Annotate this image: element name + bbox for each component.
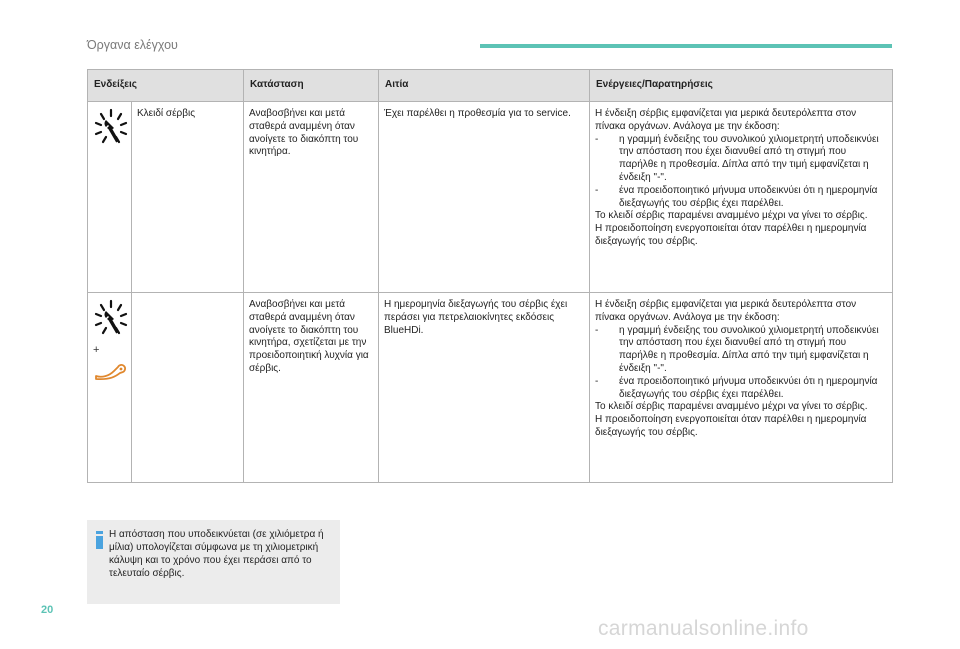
table-header-row: [88, 70, 893, 102]
cause-text: Έχει παρέλθει η προθεσμία για το service.: [379, 102, 590, 293]
cause-text: Η ημερομηνία διεξαγωγής του σέρβις έχει περάσει για πετρελαιοκίνητες εκδόσεις BlueHDi.: [379, 293, 590, 483]
info-note: [87, 520, 340, 604]
actions-outro: Η προειδοποίηση ενεργοποιείται όταν παρέλθει η ημερομηνία διεξαγωγής του σέρβις.: [595, 223, 867, 247]
service-wrench-icon: [93, 108, 129, 148]
actions-cell: [590, 102, 893, 293]
indicator-label: [132, 293, 244, 483]
indicator-label: Κλειδί σέρβις: [132, 102, 244, 293]
info-note-text: Η απόσταση που υποδεικνύεται (σε χιλιόμετρα ή μίλια) υπολογίζεται σύμφωνα με τη χιλιομετρική κάλυψη και το χρόνο που έχει περάσει από το τελευταίο σέρβις.: [109, 529, 324, 579]
indicator-icon-cell: [88, 102, 132, 293]
info-icon: [96, 531, 103, 549]
actions-outro: Η προειδοποίηση ενεργοποιείται όταν παρέλθει η ημερομηνία διεξαγωγής του σέρβις.: [595, 414, 867, 438]
actions-intro: Η ένδειξη σέρβις εμφανίζεται για μερικά δευτερόλεπτα στον πίνακα οργάνων. Ανάλογα με την έκδοση:: [595, 108, 857, 132]
indicator-icon-cell: [88, 293, 132, 483]
actions-bullet: - ένα προειδοποιητικό μήνυμα υποδεικνύει ότι η ημερομηνία διεξαγωγής του σέρβις έχει παρέλθει.: [595, 376, 887, 402]
column-header-indicators: Ενδείξεις: [88, 70, 244, 102]
column-header-actions: Ενέργειες/Παρατηρήσεις: [590, 70, 893, 102]
actions-cell: [590, 293, 893, 483]
header-accent-bar: [480, 44, 892, 48]
service-wrench-icon: [93, 299, 129, 339]
state-text: Αναβοσβήνει και μετά σταθερά αναμμένη όταν ανοίγετε το διακόπτη του κινητήρα.: [244, 102, 379, 293]
state-text: Αναβοσβήνει και μετά σταθερά αναμμένη όταν ανοίγετε το διακόπτη του κινητήρα, σχετίζεται με την προειδοποιητική λυχνία για σέρβις.: [244, 293, 379, 483]
plus-sign: +: [93, 344, 100, 356]
page-number: 20: [41, 604, 54, 616]
actions-bullet: - η γραμμή ένδειξης του συνολικού χιλιομετρητή υποδεικνύει την απόσταση που έχει διανυθεί από τη στιγμή που παρήλθε η προθεσμία. Δίπλα από την τιμή εμφανίζεται η ένδειξη "-".: [595, 325, 887, 376]
section-title: Όργανα ελέγχου: [87, 38, 178, 52]
table-row: [88, 293, 893, 483]
actions-outro: Το κλειδί σέρβις παραμένει αναμμένο μέχρι να γίνει το σέρβις.: [595, 210, 868, 222]
warning-lights-table: [87, 69, 893, 483]
column-header-cause: Αιτία: [379, 70, 590, 102]
actions-bullet: - ένα προειδοποιητικό μήνυμα υποδεικνύει ότι η ημερομηνία διεξαγωγής του σέρβις έχει παρέλθει.: [595, 185, 887, 211]
adblue-pump-icon: [93, 359, 129, 381]
actions-intro: Η ένδειξη σέρβις εμφανίζεται για μερικά δευτερόλεπτα στον πίνακα οργάνων. Ανάλογα με την έκδοση:: [595, 299, 857, 323]
actions-bullet: - η γραμμή ένδειξης του συνολικού χιλιομετρητή υποδεικνύει την απόσταση που έχει διανυθεί από τη στιγμή που παρήλθε η προθεσμία. Δίπλα από την τιμή εμφανίζεται η ένδειξη "-".: [595, 134, 887, 185]
column-header-state: Κατάσταση: [244, 70, 379, 102]
table-row: [88, 102, 893, 293]
actions-outro: Το κλειδί σέρβις παραμένει αναμμένο μέχρι να γίνει το σέρβις.: [595, 401, 868, 413]
watermark: carmanualsonline.info: [598, 617, 809, 640]
